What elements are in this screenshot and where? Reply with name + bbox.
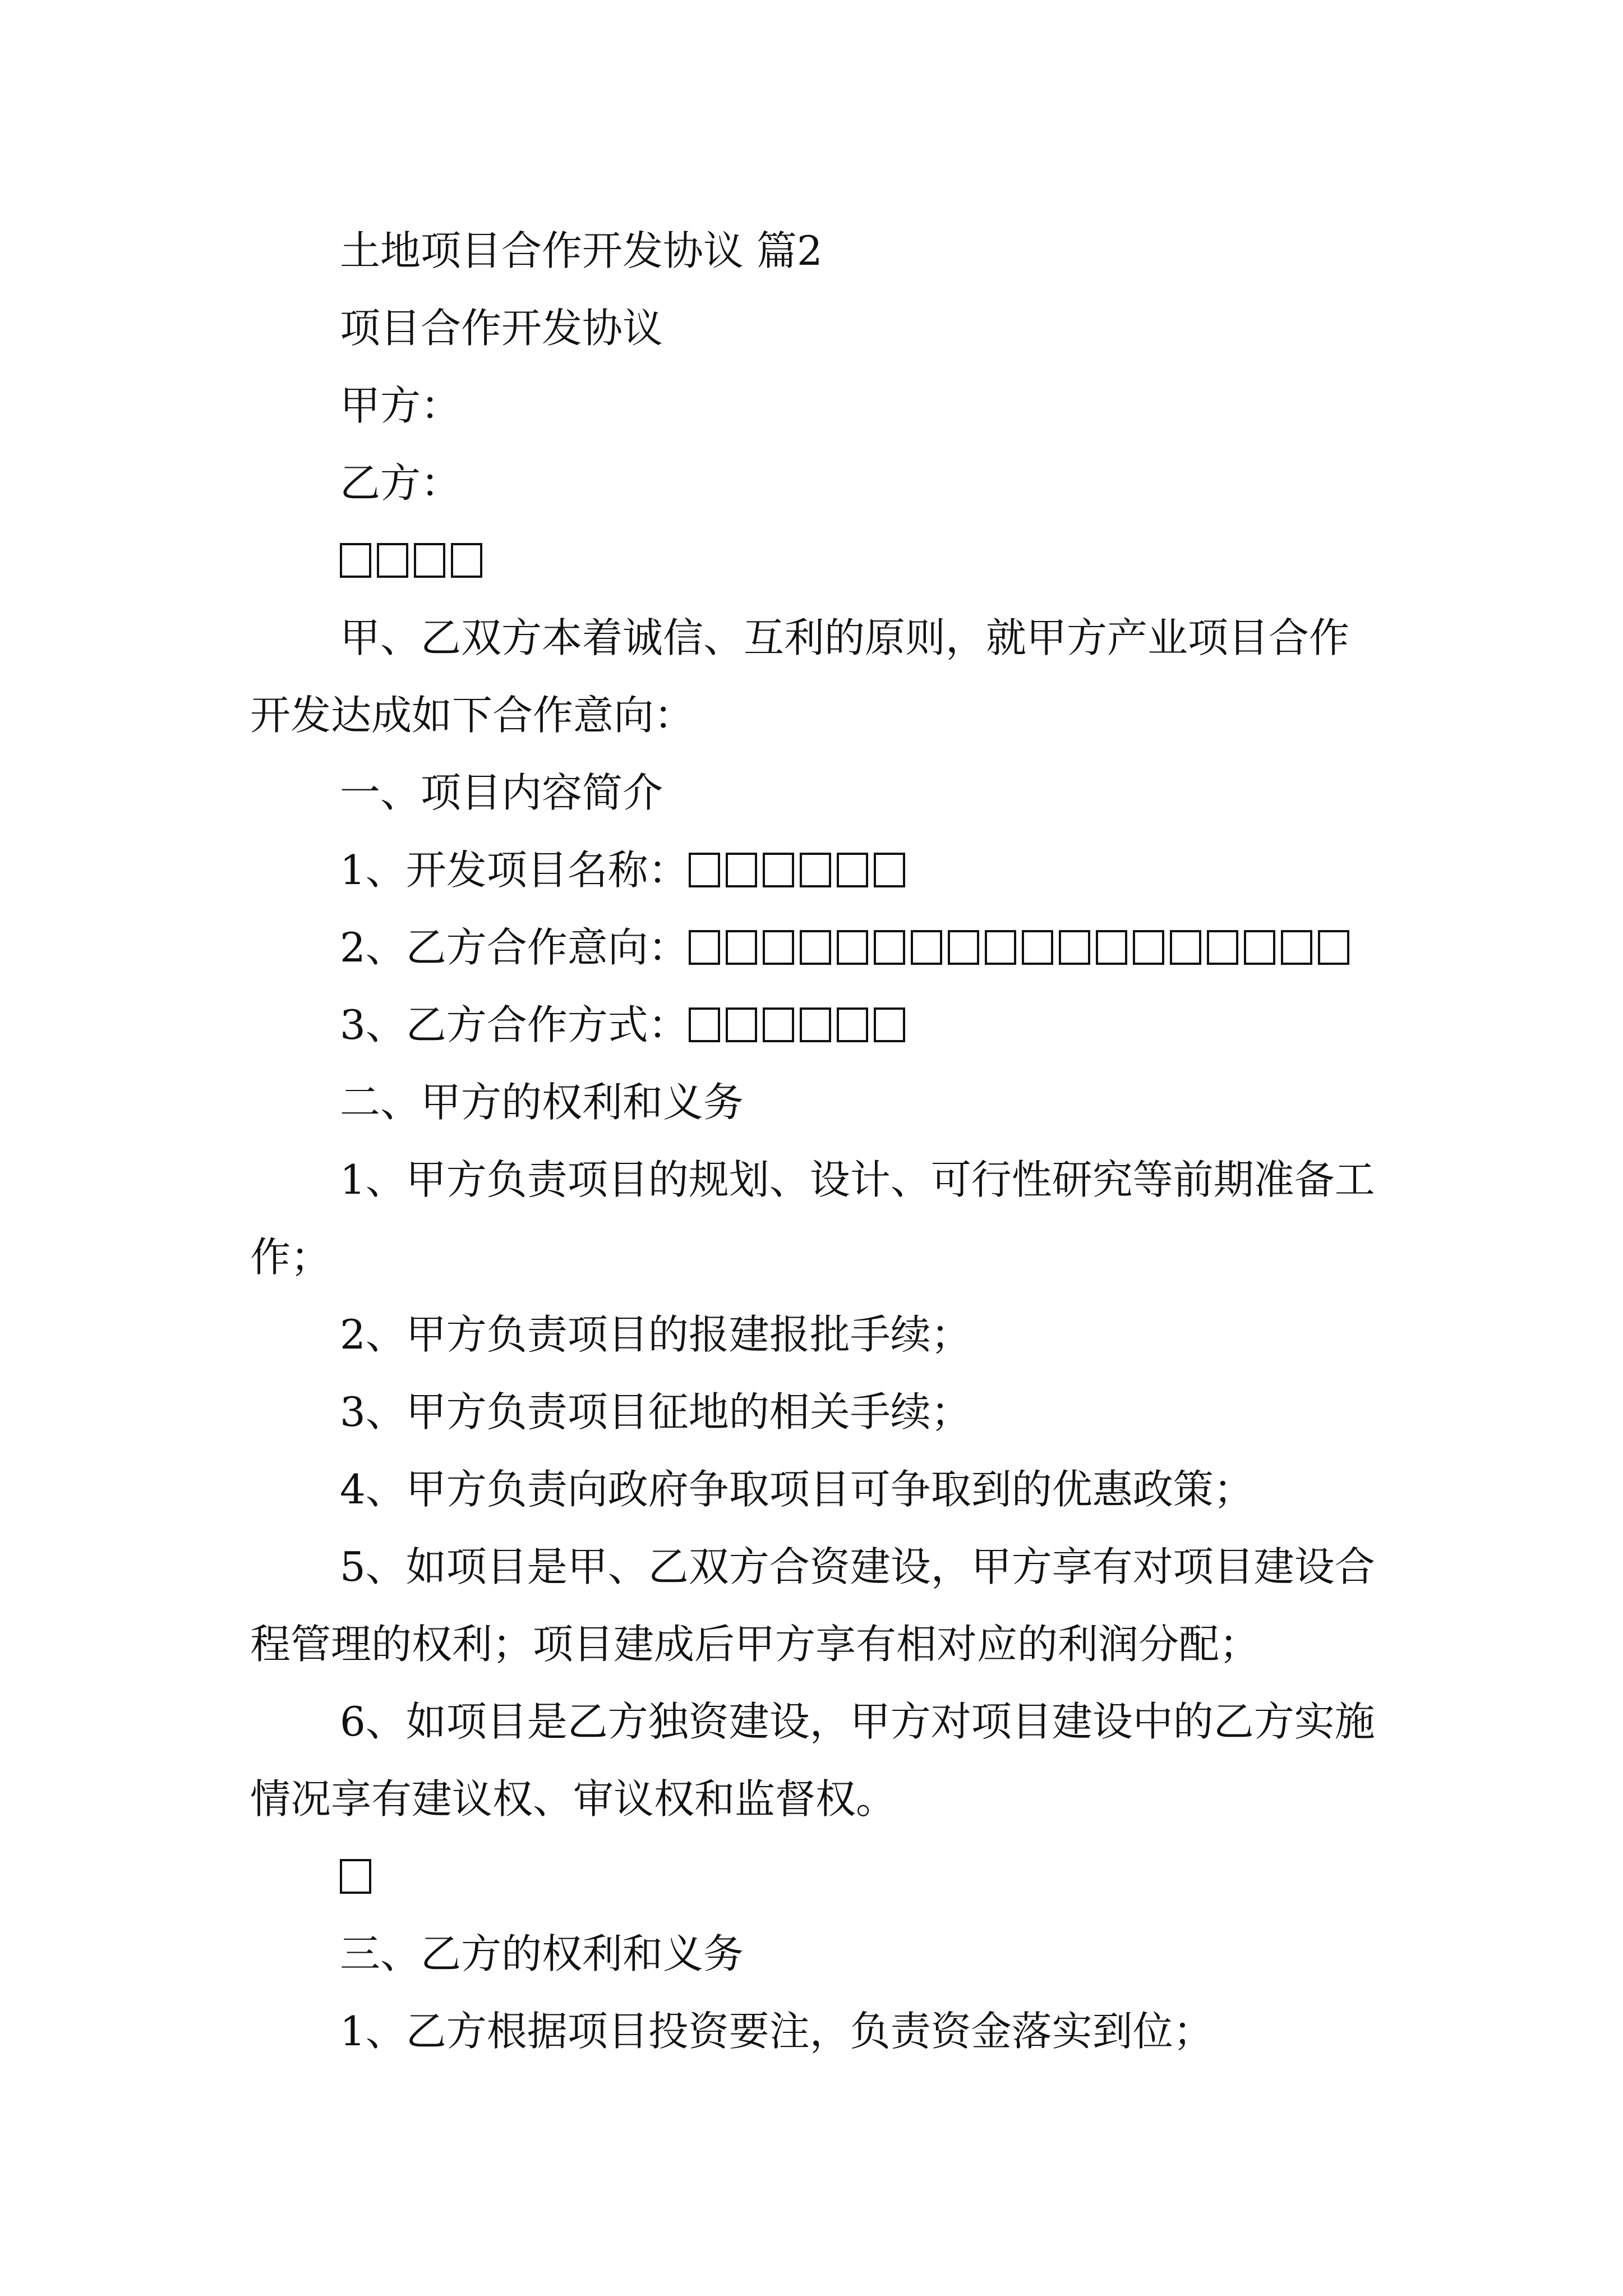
item-2-2: 2、甲方负责项目的报建报批手续； <box>340 1311 971 1358</box>
placeholder-box <box>689 853 720 887</box>
item-2-5: 5、如项目是甲、乙双方合资建设，甲方享有对项目建设合程管理的权利；项目建成后甲方享有相对应的利润分配； <box>250 1543 1375 1668</box>
placeholder-box <box>874 930 905 965</box>
section-3-heading: 三、乙方的权利和义务 <box>340 1930 744 1977</box>
item-2-4: 4、甲方负责向政府争取项目可争取到的优惠政策； <box>340 1466 1254 1513</box>
document-body <box>250 212 1383 2070</box>
single-placeholder-row <box>250 1838 1383 1915</box>
placeholder-box <box>1022 930 1053 965</box>
party-a-line: 甲方： <box>340 382 462 429</box>
placeholder-box <box>1096 930 1127 965</box>
placeholder-box <box>689 930 720 965</box>
placeholder-box <box>911 930 942 965</box>
section-1-heading: 一、项目内容简介 <box>340 769 663 816</box>
item-1-2 <box>250 909 1383 986</box>
placeholder-box <box>800 853 831 887</box>
placeholder-box <box>837 1007 868 1042</box>
placeholder-box <box>874 853 905 887</box>
placeholder-box <box>874 1007 905 1042</box>
placeholder-box <box>837 853 868 887</box>
item-2-1: 1、甲方负责项目的规划、设计、可行性研究等前期准备工作； <box>250 1156 1375 1281</box>
placeholder-box <box>1133 930 1164 965</box>
placeholder-box <box>1170 930 1201 965</box>
placeholder-box <box>1244 930 1275 965</box>
placeholder-box <box>763 853 794 887</box>
placeholder-box <box>451 543 482 578</box>
item-1-3 <box>250 986 1383 1064</box>
item-1-3-label: 3、乙方合作方式： <box>340 1001 689 1048</box>
placeholder-box <box>763 930 794 965</box>
intro-paragraph: 甲、乙双方本着诚信、互利的原则，就甲方产业项目合作开发达成如下合作意向： <box>250 614 1350 739</box>
item-1-2-label: 2、乙方合作意向： <box>340 924 689 971</box>
document-title: 土地项目合作开发协议 篇2 <box>340 227 823 274</box>
item-1-1-label: 1、开发项目名称： <box>340 846 689 894</box>
placeholder-box <box>763 1007 794 1042</box>
placeholder-box <box>340 543 371 578</box>
placeholder-box <box>340 1859 371 1894</box>
placeholder-box <box>948 930 979 965</box>
placeholder-box <box>726 930 757 965</box>
placeholder-box <box>1059 930 1090 965</box>
placeholder-box <box>985 930 1016 965</box>
placeholder-box <box>689 1007 720 1042</box>
item-3-1: 1、乙方根据项目投资要注，负责资金落实到位； <box>340 2008 1214 2055</box>
item-2-3: 3、甲方负责项目征地的相关手续； <box>340 1388 971 1435</box>
placeholder-box <box>414 543 445 578</box>
section-2-heading: 二、甲方的权利和义务 <box>340 1079 744 1126</box>
placeholder-box <box>1207 930 1238 965</box>
placeholder-box <box>800 1007 831 1042</box>
placeholder-box <box>1281 930 1312 965</box>
placeholder-box <box>726 853 757 887</box>
placeholder-box <box>1318 930 1349 965</box>
placeholder-box <box>800 930 831 965</box>
placeholder-box <box>726 1007 757 1042</box>
document-subtitle: 项目合作开发协议 <box>340 305 663 352</box>
placeholder-box <box>837 930 868 965</box>
placeholder-boxes-row <box>250 522 1383 599</box>
party-b-line: 乙方： <box>340 459 462 507</box>
item-2-6: 6、如项目是乙方独资建设，甲方对项目建设中的乙方实施情况享有建议权、审议权和监督权。 <box>250 1698 1375 1823</box>
placeholder-box <box>377 543 408 578</box>
item-1-1 <box>250 831 1383 909</box>
